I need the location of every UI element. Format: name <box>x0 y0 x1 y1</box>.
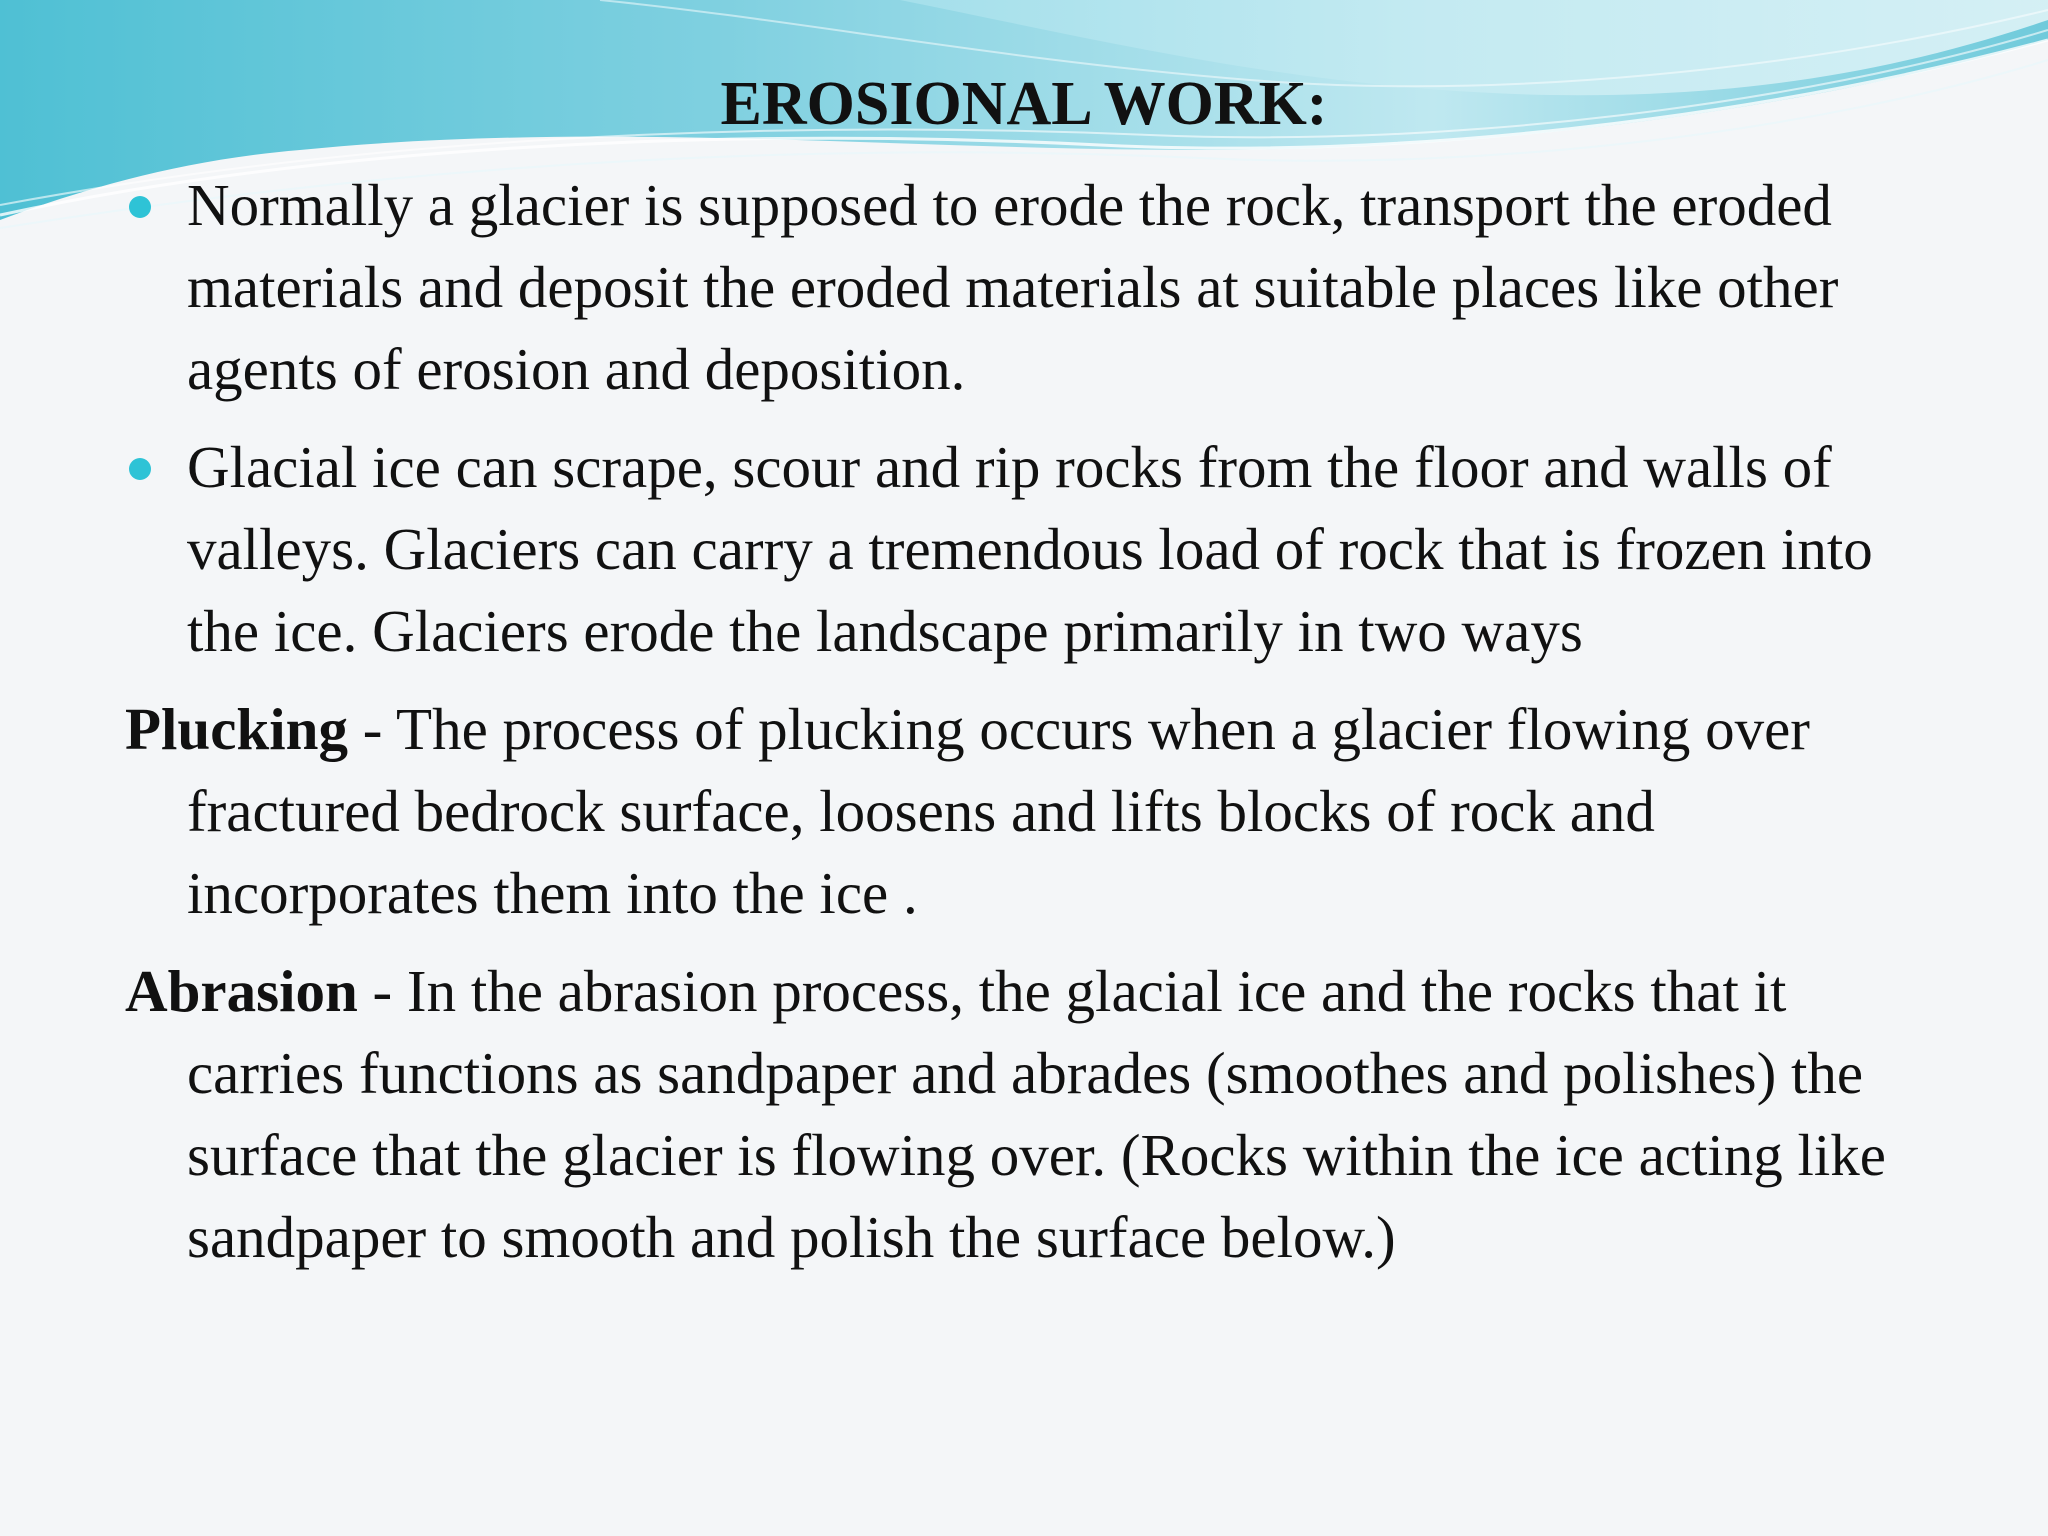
slide-content <box>125 164 1925 1278</box>
bullet-item <box>125 426 1925 672</box>
term-definition: - In the abrasion process, the glacial ice and the rocks that it carries functions as sandpaper and abrades (smoothes and polishes) the surface that the glacier is flowing over. (Rocks within the ice acting like sandpaper to smooth and polish the surface below.) <box>187 958 1886 1270</box>
bullet-dot-icon <box>129 458 151 480</box>
bullet-item <box>125 164 1925 410</box>
term-abrasion <box>125 950 1925 1278</box>
bullet-text: Glacial ice can scrape, scour and rip rocks from the floor and walls of valleys. Glaciers can carry a tremendous load of rock that is frozen into the ice. Glaciers erode the landscape primarily in two ways <box>187 434 1873 664</box>
term-label: Plucking <box>125 696 348 762</box>
bullet-dot-icon <box>129 196 151 218</box>
term-definition: - The process of plucking occurs when a glacier flowing over fractured bedrock surface, loosens and lifts blocks of rock and incorporates them into the ice . <box>187 696 1810 926</box>
slide-title: EROSIONAL WORK: <box>720 70 1328 138</box>
term-label: Abrasion <box>125 958 358 1024</box>
bullet-text: Normally a glacier is supposed to erode the rock, transport the eroded materials and deposit the eroded materials at suitable places like other agents of erosion and deposition. <box>187 172 1839 402</box>
term-plucking <box>125 688 1925 934</box>
